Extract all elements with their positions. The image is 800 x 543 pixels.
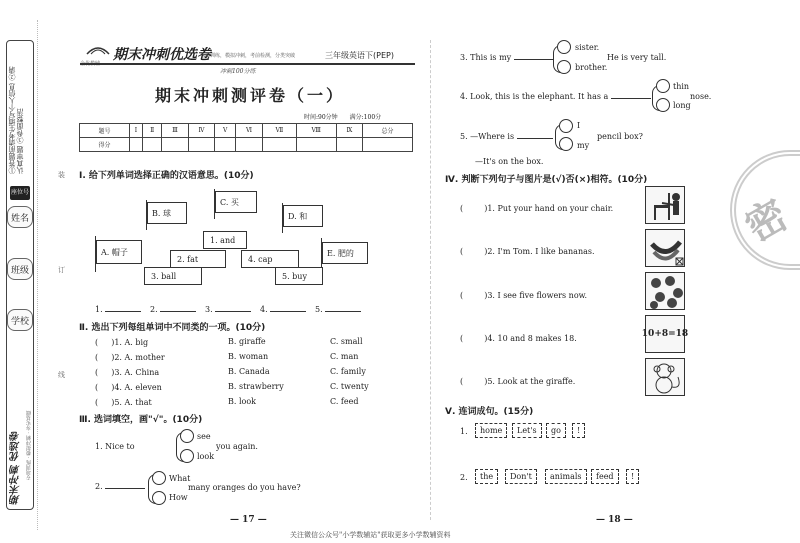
header-line [80,63,415,65]
flowers-picture [645,272,685,310]
q2-row-1-a: ( )1. A. big [95,338,149,347]
score-header: Ⅱ [142,124,162,138]
q3-4-blank[interactable] [611,98,651,99]
q3-3-post: He is very tall. [607,53,667,62]
answer-1 [95,305,141,314]
score-header: Ⅴ [215,124,236,138]
answer-blank[interactable] [105,311,141,312]
score-header: 题号 [80,124,130,138]
cut-line [37,20,38,530]
word-card[interactable]: Let's [512,423,542,438]
word-card[interactable]: feed [591,469,619,484]
q3-5-opt2: my [577,141,590,150]
footer: 关注微信公众号"小学数辅站"获取更多小学数辅资料 [290,531,451,539]
page-divider [430,40,431,520]
answer-3 [205,305,251,314]
score-header: 总分 [362,124,412,138]
score-cell[interactable] [215,138,236,152]
q3-2-opt1: What [169,474,191,483]
q3-3-opt1: sister. [575,43,600,52]
q3-5-answer: —It's on the box. [475,157,544,166]
answer-blank[interactable] [270,311,306,312]
word-card[interactable]: ! [626,469,639,484]
score-cell[interactable] [188,138,215,152]
answer-label: 4. [260,305,268,314]
choice-circle[interactable] [656,79,670,93]
q2-row-3-a: ( )3. A. China [95,368,160,377]
score-cell[interactable] [130,138,143,152]
q2-row-3-c: C. family [330,367,366,376]
q3-1-opt1: see [197,432,211,441]
score-table [79,123,413,152]
choice-circle[interactable] [152,491,166,505]
q2-row-2-a: ( )2. A. mother [95,353,165,362]
answer-label: 5. [315,305,323,314]
strip-tag: 座位号 [10,186,30,200]
cut-mark-3: 线 [58,371,65,379]
answer-blank[interactable] [215,311,251,312]
banana-icon [646,230,686,268]
q3-1-pre: 1. Nice to [95,442,135,451]
cut-mark-1: 装 [58,171,65,179]
answer-blank[interactable] [160,311,196,312]
cut-mark-2: 订 [58,266,65,274]
score-cell[interactable] [362,138,412,152]
choice-circle[interactable] [180,429,194,443]
score-cell[interactable] [263,138,297,152]
strip-notes: ①答题前请考生填写个人信息 ②请认真审题 ③卷面整洁 [8,66,24,174]
flag-a: A. 帽子 [96,240,142,264]
strip-slogan: 专项训练 · 模拟冲刺 · 夯实基础 [26,410,32,480]
banana-picture [645,229,685,267]
q3-4-pre [460,92,651,101]
school-field[interactable]: 学校 [7,309,33,331]
q3-5-opt1: I [577,121,581,130]
monkey-icon [646,359,686,397]
page-number-right: — 18 — [596,515,633,525]
word-card[interactable]: animals [545,469,587,484]
q3-4-opt2: long [673,101,691,110]
score-header: Ⅰ [130,124,143,138]
q2-row-1-c: C. small [330,337,363,346]
q4-item-2: ( )2. I'm Tom. I like bananas. [460,247,595,256]
class-field[interactable]: 班级 [7,258,33,280]
word-box: 5. buy [275,267,323,285]
section2-title: Ⅱ. 选出下列每组单词中不同类的一项。(10分) [79,323,266,333]
q3-1-post: you again. [216,442,258,451]
answer-label: 2. [150,305,158,314]
q4-item-3: ( )3. I see five flowers now. [460,291,588,300]
page-number-left: — 17 — [230,515,267,525]
word-box: 1. and [203,231,247,249]
q2-row-5-c: C. feed [330,397,359,406]
q3-4-sentence: 4. Look, this is the elephant. It has a [460,92,609,101]
score-header: Ⅶ [263,124,297,138]
q3-2-opt2: How [169,493,188,502]
score-row-label: 得分 [80,138,130,152]
q2-row-3-b: B. Canada [228,367,270,376]
choice-circle[interactable] [180,449,194,463]
score-cell[interactable] [336,138,362,152]
word-card[interactable]: home [475,423,507,438]
exam-title: 期末冲刺测评卷（一） [154,86,345,105]
q3-5-blank[interactable] [517,138,553,139]
answer-2 [150,305,196,314]
q3-2-blank[interactable] [105,488,145,489]
answer-label: 1. [95,305,103,314]
section5-title: Ⅴ. 连词成句。(15分) [445,407,534,417]
word-card[interactable]: ! [572,423,585,438]
section4-title: Ⅳ. 判断下列句子与图片是(√)否(×)相符。(10分) [445,175,648,185]
q3-3-pre [460,53,554,62]
score-header: Ⅳ [188,124,215,138]
q3-5-post: pencil box? [597,132,643,141]
header-notes: 专项训练，模拟冲刺，考前检测，分类突破 [200,53,296,59]
flag-d: D. 和 [283,205,323,227]
q3-5-pre [460,132,553,141]
score-header: Ⅸ [336,124,362,138]
score-cell[interactable] [142,138,162,152]
q5-2-num: 2. [460,473,468,482]
math-picture: 10+8=18 [645,315,685,353]
q2-row-4-c: C. twenty [330,382,369,391]
answer-label: 3. [205,305,213,314]
score-cell[interactable] [235,138,262,152]
word-card[interactable]: go [546,423,566,438]
answer-5 [315,305,361,314]
q3-3-opt2: brother. [575,63,608,72]
q3-3-blank[interactable] [514,59,554,60]
strip-logo: 期末冲刺 优选卷 [11,431,22,505]
q3-4-opt1: thin [673,82,690,91]
flag-c: C. 买 [215,191,257,213]
subtitle: 冲刺100分练 [220,68,256,75]
word-card[interactable]: the [475,469,498,484]
q2-row-4-b: B. strawberry [228,382,284,391]
q3-4-post: nose. [690,92,712,101]
choice-circle[interactable] [557,60,571,74]
time-info: 时间:90分钟 满分:100分 [304,114,382,121]
q2-row-2-b: B. woman [228,352,269,361]
word-card[interactable]: Don't [505,469,537,484]
word-box: 3. ball [144,267,202,285]
score-header-row [80,124,413,138]
q3-2-pre [95,482,145,491]
book-logo-icon [85,40,111,58]
answer-4 [260,305,306,314]
grade-label: 三年级英语下(PEP) [325,51,394,60]
person-chair-icon [646,187,686,225]
flag-b: B. 球 [147,202,187,224]
choice-circle[interactable] [656,98,670,112]
score-header: Ⅲ [162,124,188,138]
q2-row-2-c: C. man [330,352,359,361]
section3-title: Ⅲ. 选词填空，画"√"。(10分) [79,415,203,425]
section1-title: Ⅰ. 给下列单词选择正确的汉语意思。(10分) [79,171,254,181]
score-row [80,138,413,152]
score-cell[interactable] [296,138,336,152]
q4-item-1: ( )1. Put your hand on your chair. [460,204,614,213]
monkey-picture [645,358,685,396]
flower-icon [646,273,686,311]
choice-circle[interactable] [557,40,571,54]
q3-3-text: 3. This is my [460,53,512,62]
q2-row-1-b: B. giraffe [228,337,266,346]
choice-circle[interactable] [152,471,166,485]
brand-title: 期末冲刺优选卷 [113,47,211,63]
flag-e: E. 肥的 [322,242,368,264]
name-field[interactable]: 姓名 [7,206,33,228]
chair-picture [645,186,685,224]
q3-5-text: 5. —Where is [460,132,515,141]
choice-circle[interactable] [559,137,573,151]
word-box: 2. fat [170,250,226,268]
answer-blank[interactable] [325,311,361,312]
q3-2-post: many oranges do you have? [188,483,301,492]
stamp-text: 密 [737,190,796,252]
score-cell[interactable] [162,138,188,152]
q2-row-4-a: ( )4. A. eleven [95,383,162,392]
choice-circle[interactable] [559,119,573,133]
q2-row-5-b: B. look [228,397,257,406]
q2-row-5-a: ( )5. A. that [95,398,152,407]
score-header: Ⅷ [296,124,336,138]
word-box: 4. cap [241,250,299,268]
q4-item-4: ( )4. 10 and 8 makes 18. [460,334,577,343]
q3-1-opt2: look [197,452,215,461]
q3-2-num: 2. [95,482,103,491]
q4-item-5: ( )5. Look at the giraffe. [460,377,576,386]
score-header: Ⅵ [235,124,262,138]
q5-1-num: 1. [460,427,468,436]
